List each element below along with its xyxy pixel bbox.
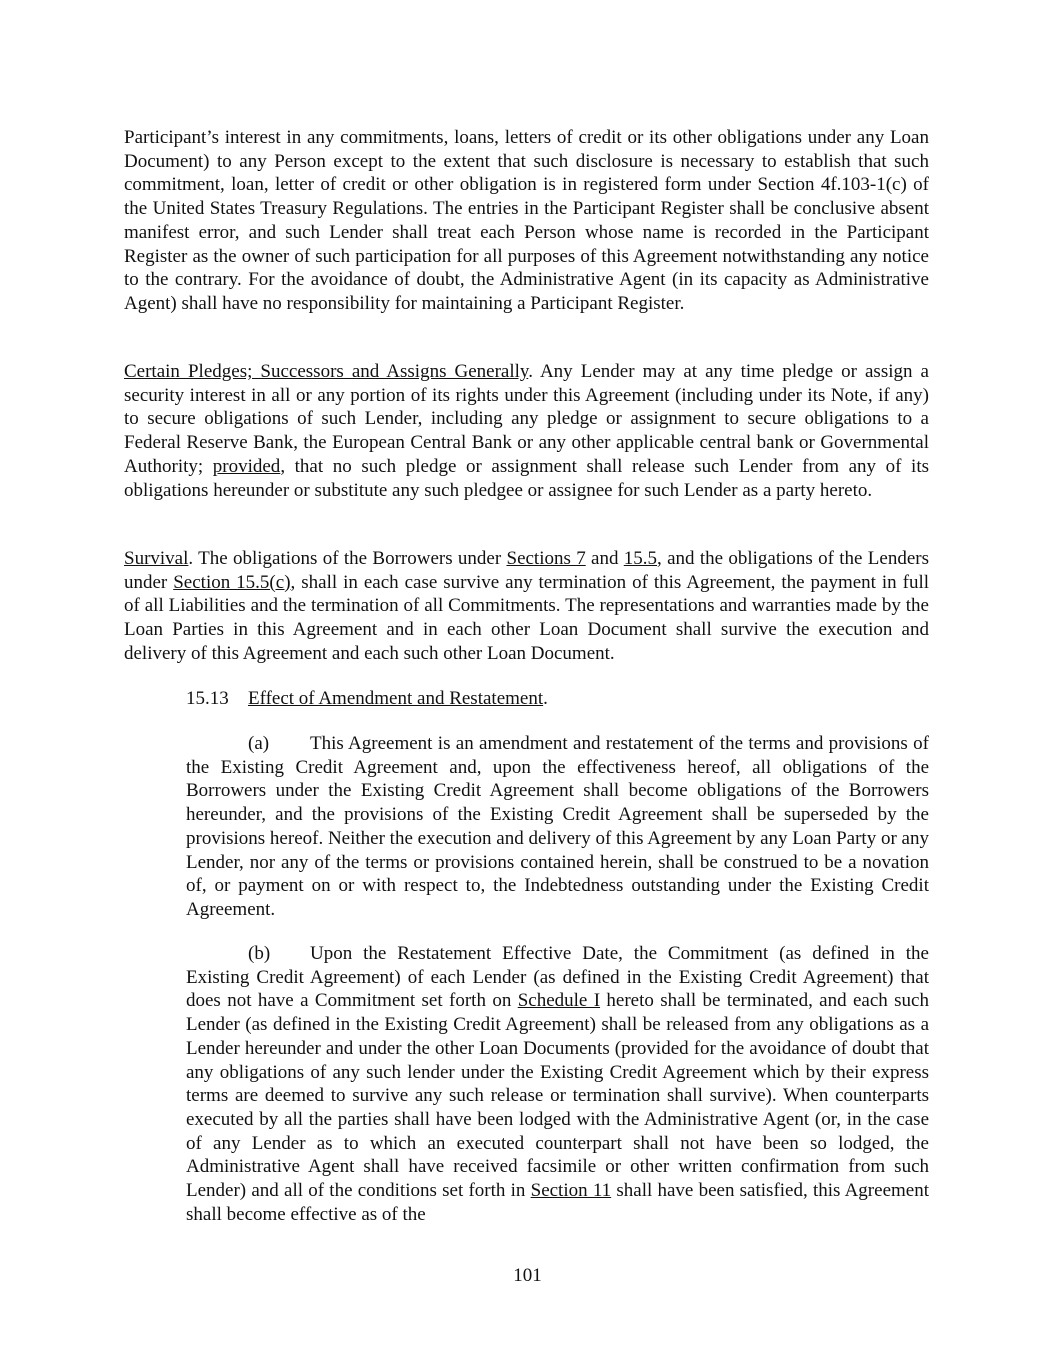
section-reference: Sections 7 bbox=[506, 548, 586, 569]
paragraph-text: This Agreement is an amendment and restatement of the terms and provisions of the Existing Credit Agreement and, upon the effectiveness hereof, all obligations of the Borrowers under the Existing Credit Agreement shall become obligations of the Borrowers hereunder, and the provisions of the Existing Credit Agreement shall be superseded by the provisions hereof. Neither the execution and delivery of this Agreement by any Loan Party or any Lender, nor any of the terms or provisions contained herein, shall be construed to be a novation of, or payment on or with respect to, the Indebtedness outstanding under the Existing Credit Agreement. bbox=[186, 733, 929, 920]
paragraph-text: hereto shall be terminated, and each such Lender (as defined in the Existing Credit Agreement) shall be released from any obligations as a Lender hereunder and under the other Loan Documents (provided for the avoidance of doubt that any obligations of any such lender under the Existing Credit Agreement which by their express terms are deemed to survive any such release or termination shall survive). When counterparts executed by all the parties shall have been lodged with the Administrative Agent (or, in the case of any Lender as to which an executed counterpart shall not have been so lodged, the Administrative Agent shall have received facsimile or other written confirmation from such Lender) and all of the conditions set forth in bbox=[186, 990, 929, 1202]
paragraph-text: , that no such pledge or assignment shall release such Lender from any of its obligations hereunder or substitute any such pledgee or assignee for such Lender as a party hereto. bbox=[124, 455, 930, 501]
section-title-period: . bbox=[543, 688, 548, 709]
section-reference: 15.5 bbox=[623, 548, 658, 569]
section-reference: Section 15.5(c) bbox=[173, 571, 291, 593]
subsection-b bbox=[186, 942, 929, 1226]
subsection-label: (a) bbox=[248, 733, 270, 754]
section-reference: Section 11 bbox=[530, 1180, 612, 1202]
paragraph-text: Upon the Restatement Effective Date, the Commitment (as defined in the Existing Credit Agreement) of each Lender (as defined in the Existing Credit Agreement) that does not have a Commitment set forth on bbox=[186, 943, 929, 1012]
subsection-a bbox=[186, 732, 929, 922]
page-number: 101 bbox=[513, 1265, 542, 1286]
section-title: Effect of Amendment and Restatement bbox=[248, 688, 544, 709]
schedule-reference: Schedule I bbox=[517, 990, 601, 1012]
paragraph-text: , shall in each case survive any termination of this Agreement, the payment in full of all Liabilities and the termination of all Commitments. The representations and warranties made by the Loan Parties in this Agreement and in each other Loan Document shall survive the execution and delivery of this Agreement and each such other Loan Document. bbox=[124, 571, 930, 664]
section-heading: Certain Pledges; Successors and Assigns Generally bbox=[124, 361, 529, 382]
paragraph-text: . The obligations of the Borrowers under bbox=[188, 548, 507, 569]
paragraph-text: , and the obligations of the Lenders under bbox=[124, 548, 929, 593]
section-15-13-heading bbox=[186, 687, 929, 711]
section-heading: Survival bbox=[124, 548, 189, 569]
paragraph-text: Participant’s interest in any commitments, loans, letters of credit or its other obligations under any Loan Document) to any Person except to the extent that such disclosure is necessary to establish that such commitment, loan, letter of credit or other obligation is in registered form under Section 4f.103-1(c) of the United States Treasury Regulations. The entries in the Participant Register shall be conclusive absent manifest error, and such Lender shall treat each Person whose name is recorded in the Participant Register as the owner of such participation for all purposes of this Agreement notwithstanding any notice to the contrary. For the avoidance of doubt, the Administrative Agent (in its capacity as Administrative Agent) shall have no responsibility for maintaining a Participant Register. bbox=[124, 127, 929, 314]
provided-term: provided bbox=[212, 455, 281, 477]
paragraph-certain-pledges bbox=[124, 360, 929, 502]
paragraph-survival bbox=[124, 547, 929, 666]
subsection-label: (b) bbox=[248, 943, 271, 964]
paragraph-text: and bbox=[585, 548, 624, 569]
paragraph-participant-register bbox=[124, 126, 929, 316]
section-number: 15.13 bbox=[186, 688, 229, 709]
paragraph-text: shall have been satisfied, this Agreement shall become effective as of the bbox=[186, 1180, 929, 1225]
paragraph-text: . Any Lender may at any time pledge or assign a security interest in all or any portion of its rights under this Agreement (including under its Note, if any) to secure obligations of such Lender, including any pledge or assignment to secure obligations to a Federal Reserve Bank, the European Central Bank or any other applicable central bank or Governmental Authority; bbox=[124, 361, 929, 477]
